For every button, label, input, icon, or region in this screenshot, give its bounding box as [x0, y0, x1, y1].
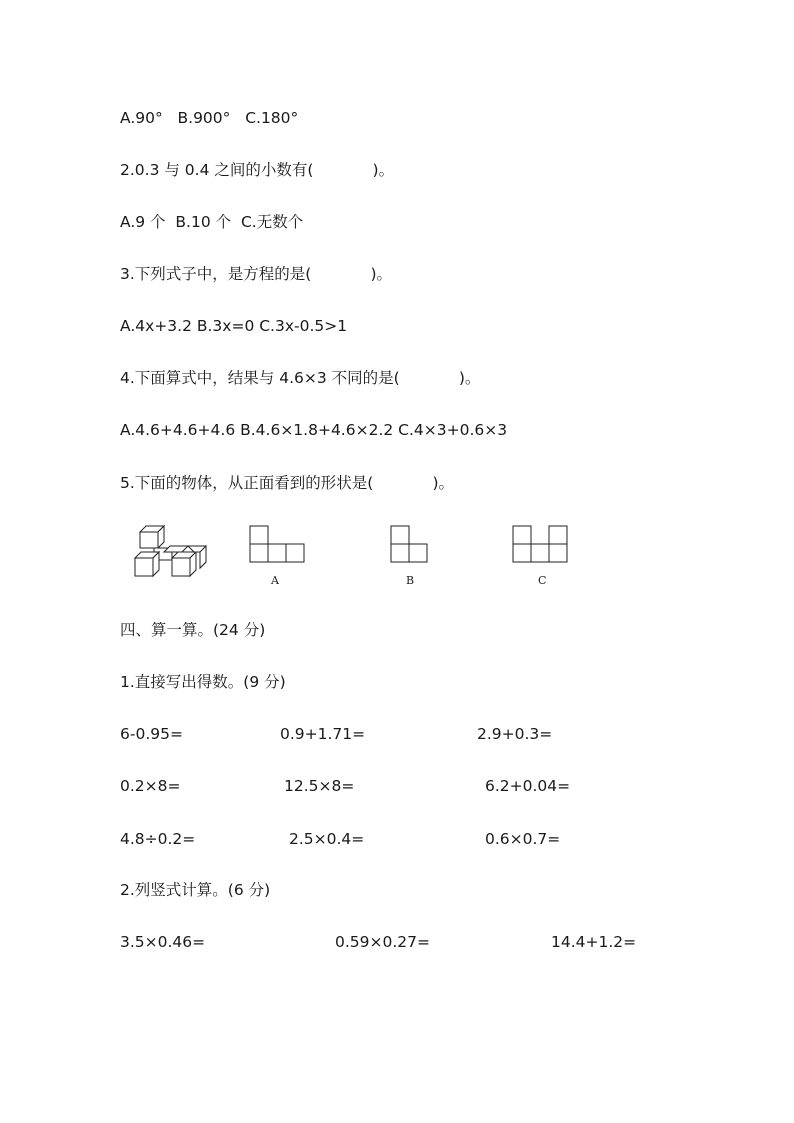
calc-item: 4.8÷0.2= [120, 830, 196, 848]
column-calc-item: 3.5×0.46= [120, 933, 206, 951]
calc-item: 2.5×0.4= [289, 830, 365, 848]
view-option-a[interactable] [249, 525, 307, 563]
view-option-c-label: C [538, 574, 547, 587]
view-option-b-label: B [406, 574, 415, 587]
calc-item: 0.9+1.71= [280, 725, 366, 743]
q2-stem: 2.0.3 与 0.4 之间的小数有( )。 [120, 161, 395, 179]
view-option-a-label: A [271, 574, 279, 587]
part1-title: 1.直接写出得数。(9 分) [120, 673, 286, 691]
calc-item: 6-0.95= [120, 725, 183, 743]
q5-stem: 5.下面的物体，从正面看到的形状是( )。 [120, 474, 455, 492]
q4-options: A.4.6+4.6+4.6 B.4.6×1.8+4.6×2.2 C.4×3+0.6×3 [120, 421, 508, 439]
q1-options: A.90° B.900° C.180° [120, 109, 299, 127]
section4-title: 四、算一算。(24 分) [120, 621, 266, 639]
view-option-c[interactable] [512, 525, 570, 563]
view-option-b[interactable] [390, 525, 430, 563]
part2-title: 2.列竖式计算。(6 分) [120, 881, 271, 899]
calc-item: 12.5×8= [284, 777, 355, 795]
calc-item: 0.2×8= [120, 777, 181, 795]
q3-stem: 3.下列式子中，是方程的是( )。 [120, 265, 393, 283]
q4-stem: 4.下面算式中，结果与 4.6×3 不同的是( )。 [120, 369, 481, 387]
column-calc-item: 14.4+1.2= [551, 933, 637, 951]
q3-options: A.4x+3.2 B.3x=0 C.3x-0.5>1 [120, 317, 348, 335]
calc-item: 6.2+0.04= [485, 777, 571, 795]
column-calc-item: 0.59×0.27= [335, 933, 430, 951]
calc-item: 2.9+0.3= [477, 725, 553, 743]
q2-options: A.9 个 B.10 个 C.无数个 [120, 213, 304, 231]
cube-stack-figure [130, 520, 210, 580]
calc-item: 0.6×0.7= [485, 830, 561, 848]
